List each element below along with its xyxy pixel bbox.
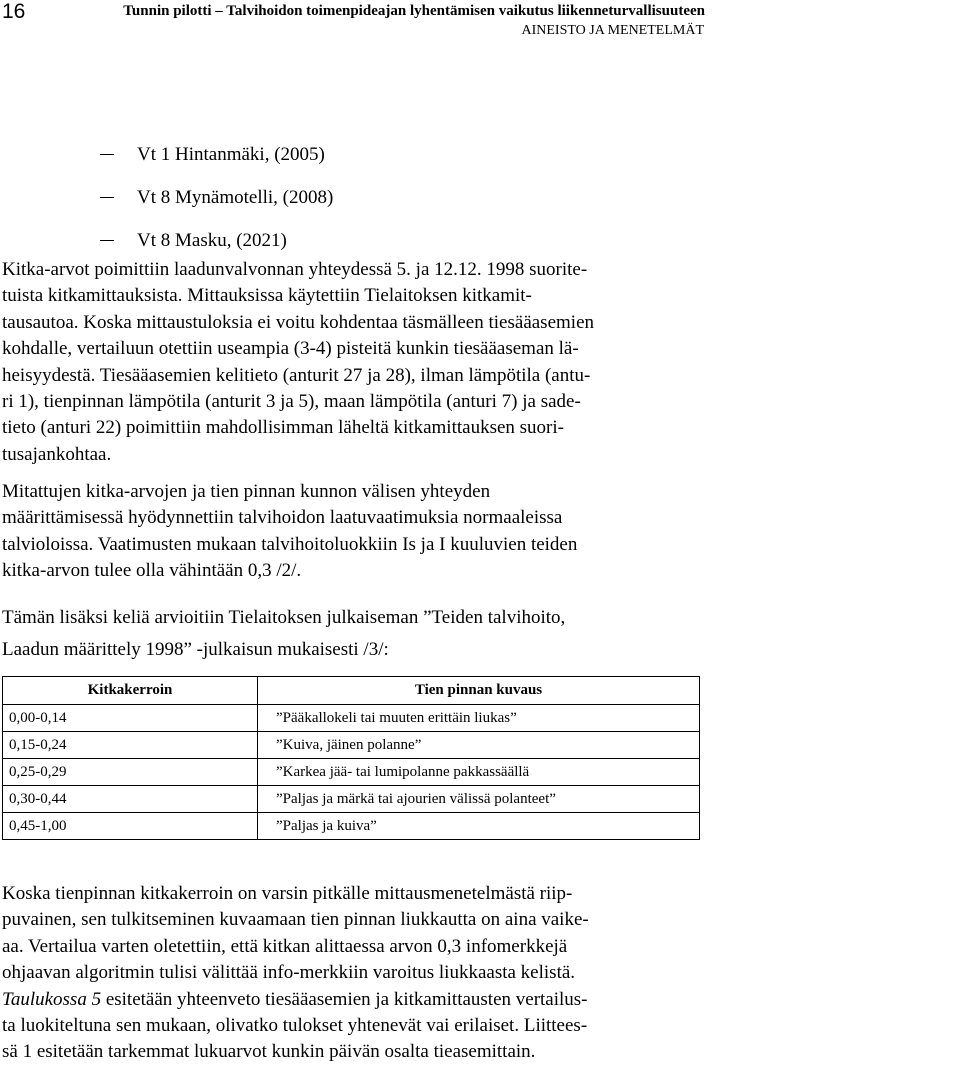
friction-range-cell: 0,30-0,44 [3,786,258,813]
table-row [3,732,700,759]
paragraph-line: kohdalle, vertailuun otettiin useampia (3-4) pisteitä kunkin tiesääaseman lä- [2,338,579,360]
paragraph-line: tusajankohtaa. [2,443,112,465]
paragraph-weather-assessment [2,602,707,666]
surface-description-cell: ”Kuiva, jäinen polanne” [258,732,700,759]
table-row [3,786,700,813]
paragraph-line: aa. Vertailua varten oletettiin, että kitkan alittaessa arvon 0,3 infomerkkejä [2,935,568,957]
running-header-section: AINEISTO JA MENETELMÄT [521,23,704,38]
paragraph-line: talvioloissa. Vaatimusten mukaan talvihoitoluokkiin Is ja I kuuluvien teiden [2,533,578,555]
paragraph-line: kitka-arvon tulee olla vähintään 0,3 /2/. [2,560,302,582]
page-number: 16 [2,0,26,23]
paragraph-quality-requirements [2,479,707,585]
paragraph-line [2,987,707,1013]
paragraph-line: Tämän lisäksi keliä arvioitiin Tielaitoksen julkaiseman ”Teiden talvihoito, [2,607,566,628]
friction-range-cell: 0,25-0,29 [3,759,258,786]
paragraph-line: Koska tienpinnan kitkakerroin on varsin pitkälle mittausmenetelmästä riip- [2,883,573,904]
paragraph-line: määrittämisessä hyödynnettiin talvihoidon laatuvaatimuksia normaaleissa [2,507,563,529]
column-header-friction: Kitkakerroin [3,677,258,705]
friction-classification-table [2,676,700,840]
paragraph-line: tieto (anturi 22) poimittiin mahdollisimman läheltä kitkamittauksen suori- [2,417,564,439]
surface-description-cell: ”Paljas ja kuiva” [258,813,700,840]
table-row [3,813,700,840]
paragraph-line: ta luokiteltuna sen mukaan, olivatko tulokset yhtenevät vai erilaiset. Liittees- [2,1015,588,1037]
column-header-description: Tien pinnan kuvaus [258,677,700,705]
surface-description-cell: ”Karkea jää- tai lumipolanne pakkassäällä [258,759,700,786]
paragraph-friction-data [2,257,707,468]
paragraph-line: Mitattujen kitka-arvojen ja tien pinnan kunnon välisen yhteyden [2,481,491,502]
dash-bullet-icon [100,240,114,242]
list-item [100,219,333,262]
paragraph-line: tausautoa. Koska mittaustuloksia ei voitu kohdentaa täsmälleen tiesääasemien [2,311,594,333]
table-header-row [3,677,700,705]
paragraph-interpretation [2,881,707,1066]
surface-description-cell: ”Pääkallokeli tai muuten erittäin liukas” [258,705,700,732]
list-item [100,176,333,219]
surface-description-cell: ”Paljas ja märkä tai ajourien välissä polanteet” [258,786,700,813]
friction-range-cell: 0,00-0,14 [3,705,258,732]
paragraph-line: ohjaavan algoritmin tulisi välittää info-merkkiin varoitus liukkaasta kelistä. [2,962,576,984]
dash-bullet-icon [100,154,114,156]
friction-range-cell: 0,45-1,00 [3,813,258,840]
friction-range-cell: 0,15-0,24 [3,732,258,759]
paragraph-line: Kitka-arvot poimittiin laadunvalvonnan yhteydessä 5. ja 12.12. 1998 suorite- [2,259,588,280]
paragraph-line: tuista kitkamittauksista. Mittauksissa käytettiin Tielaitoksen kitkamit- [2,285,532,307]
list-item [100,133,333,176]
paragraph-line: ri 1), tienpinnan lämpötila (anturit 3 ja 5), maan lämpötila (anturi 7) ja sade- [2,391,581,413]
paragraph-line: heisyydestä. Tiesääasemien kelitieto (anturit 27 ja 28), ilman lämpötila (antu- [2,364,591,386]
list-item-text: Vt 1 Hintanmäki, (2005) [137,143,325,165]
road-station-list [100,133,333,262]
paragraph-line-text: esitetään yhteenveto tiesääasemien ja kitkamittausten vertailus- [101,988,588,1010]
dash-bullet-icon [100,197,114,199]
paragraph-line: sä 1 esitetään tarkemmat lukuarvot kunkin päivän osalta tieasemittain. [2,1041,536,1063]
table-reference-link[interactable]: Taulukossa 5 [2,988,102,1010]
paragraph-line: Laadun määrittely 1998” -julkaisun mukaisesti /3/: [2,639,389,660]
list-item-text: Vt 8 Masku, (2021) [137,229,287,251]
table-row [3,705,700,732]
running-header-title: Tunnin pilotti – Talvihoidon toimenpideajan lyhentämisen vaikutus liikenneturvallisuuteen [123,3,705,19]
table-row [3,759,700,786]
paragraph-line: puvainen, sen tulkitseminen kuvaamaan tien pinnan liukkautta on aina vaike- [2,909,589,931]
list-item-text: Vt 8 Mynämotelli, (2008) [137,186,334,208]
